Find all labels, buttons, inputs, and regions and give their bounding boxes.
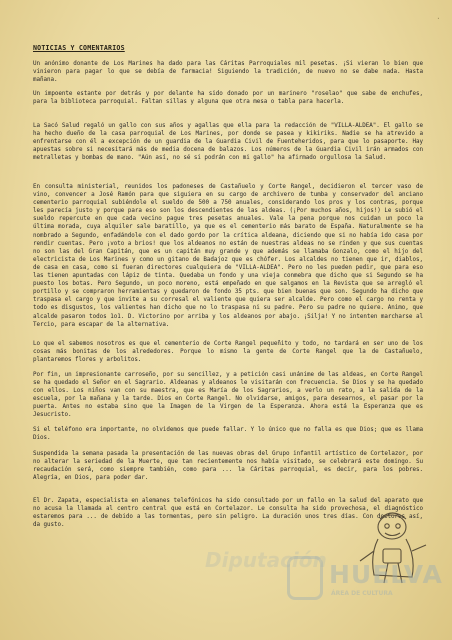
paragraph-rooster: La Sacó Salud regaló un gallo con sus años y agallas que ella para la redacción de "VILLA-ALDEA". El gallo se ha hecho dueño de la casa parroquial de Los Marines, por donde se pasea y kikiriks. Nadie se ha atrevido a enfrentarse con él a excepción de un guardia de la Guardia Civil de Fuenteheridos, para que lo pasaporte. Hay apuestas sobre si necesitará más de media docena de balazos. Los números de la Guardia Civil irán armados con metralletas y bombas de mano. "Aún así, no sé si podrán con mi gallo" ha afirmado orgullosa la Salud.: [33, 123, 423, 162]
paragraph-telephone: Si el teléfono era importante, no olvidemos que puede fallar. Y lo único que no falla es que Dios; que es llama Dios.: [33, 427, 423, 442]
paragraph-sagrario: Por fin, un impresionante carroseño, por su sencillez, y a petición casi unánime de las aldeas, en Corte Rangel se ha quedado el Señor en el Sagrario. Aldeanas y aldeanos le visitarán con frecuencia. Se Dios y se ha quedado con ellos. Los niños van con su maestra, que es María de los Sagrarios, a verlo un rato, a la salida de la escuela, por la mañana y la tarde. Dios en Corte Rangel. No olvidarse, amigos, para desearnos, el pasar por la puerta. Antes no estaba sino que la Imagen de la Virgen de la Esperanza. Ahora está la Esperanza que es Jesucristo.: [33, 372, 423, 419]
paragraph-cemetery-flowers: Lo que el sabemos nosotros es que el cementerio de Corte Rangel pequeñito y todo, no tardará en ser uno de los cosas más bonitas de los alrededores. Porque lo mismo la gente de Corte Rangel que la de Castañuelo, plantaremos flores y arbolitos.: [33, 341, 423, 364]
corner-dot: ·: [436, 14, 441, 23]
page-title: NOTICIAS Y COMENTARIOS: [33, 44, 125, 52]
paragraph-theatre: Suspendida la semana pasada la presentación de las nuevas obras del Grupo infantil artístico de Cortelazor, por no alterar la seriedad de la Muerte, que tan recientemente nos había visitado, se celebrará este domingo. Su recaudación será, como siempre también, como para ... la Cáritas parroquial, es decir, para los pobres. Alegría, en Dios, para poder dar.: [33, 451, 423, 482]
doctor-sketch-icon: [350, 505, 435, 590]
paragraph-bookshelf: Un impoente estante por detrás y por delante ha sido donado por un marinero "roselao" que sabe de enchufes, para la biblioteca parroquial. Faltan sillas y alguna que otra mesa o tabla para hacerla.: [33, 91, 423, 106]
watermark-ghost: Diputación: [205, 548, 327, 572]
watermark-brand: HUELVA: [329, 560, 443, 589]
watermark-logo-icon: [287, 556, 323, 600]
watermark-sub: ÁREA DE CULTURA: [331, 590, 393, 597]
paragraph-donation: Un anónimo donante de Los Marines ha dado para las Cáritas Parroquiales mil pesetas. ¡Si vieran lo bien que vinieron para pagar lo que se debía de farmacia! Siguiendo la tradición, de nuevo no se dabe nada. Hasta mañana.: [33, 61, 423, 84]
paragraph-cemetery: En consulta ministerial, reunidos los padoneses de Castañuelo y Corte Rangel, decidieron el tercer vaso de vino, convencer a José Ramón para que siguiera en su cargo de archivero de tumba y conservador del anciano cementerio parroquial subiéndole el sueldo de 500 a 750 anuales, considerando los pros y los contras, porque les parecía justo y porque para eso son los descendientes de las aldeas. (¡Por muchos años, hijos!) Le subió el sueldo repercute en que cada vecino pague tres pesetas anuales. Vale la pena porque nos cuidan un poco la última morada, cuya alquiler sale baratillo, ya que es el cementerio más barato de España. Naturalmente se ha nombrado a Segundo, enfadándole con el dado gordo por la crítica aldeana, diciendo que si no había ido casa por rendir cuentas. Pero ¡voto a brios! que los aldeanos no están de nuestras aldeas no se rinden y que sus cuentas no son las del Gran Capitán, que es un capitán muy grande y que además se llamaba Gonzalo, como el hijo del electricista de Los Marines y como un gitano de Badajoz que es chófer. Los alcaldes no tienen que ir, diablos, de casa en casa, como si fueran directores cualquiera de "VILLA-ALDEA". Pero no les pueden pedir, que para eso las tienen apuntadas con lápiz de tinta. Quedaba un fondo y una vieja conmebra que dicho que si Segundo se ha puesto los botas. Pero Segundo, un poco moreno, está empeñado en que salgamos en la Revista que se arregló el portillo y se compraron herramientas y quedaron de fondo 35 pts. que bien buenas que son. Segundo ha dicho que traspasa el cargo y que invite a su corresal el valiente que quiera ser alcalde. Pero como el cargo no renta y todo es disgustos, los valientes han dicho que no lo traspasa ni su padre. Pero su padre no quiere. Animo, que alcalde pasaron todos 1o1. D. Victorino por arriba y los aldeanos por abajo. ¡Silja! Y no intenten marcharse al Tercio, para escapar de la alternativa.: [33, 184, 423, 328]
paragraph-doctor: El Dr. Zapata, especialista en alemanes telefónicos ha sido consultado por un fallo en la salud del aparato que no acusa la llamada al centro central que está en Cortelazor. Le consulta ha sido provechosa, el diagnóstico estaremos para ... de debido a las tormentas, pero sin peligro. La duración unos tres días. Con doctores así, da gusto.: [33, 498, 423, 529]
